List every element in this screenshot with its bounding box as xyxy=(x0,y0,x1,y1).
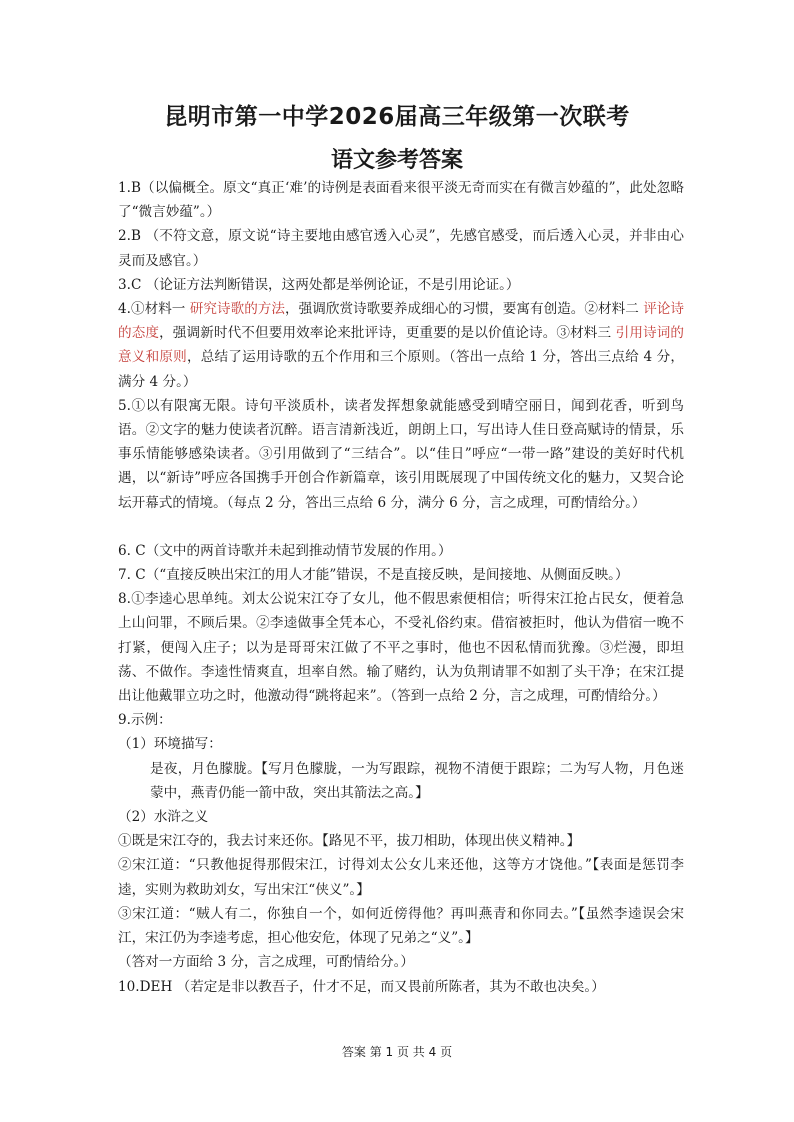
q9-item-2: ②宋江道：“只教他捉得那假宋江，讨得刘太公女儿来还他，这等方才饶他。”【表面是惩罚李逵，实则为救助刘女，写出宋江“侠义”。】 xyxy=(118,857,684,898)
q9-score-note: （答对一方面给 3 分，言之成理，可酌情给分。） xyxy=(118,954,414,971)
answer-q9-head: 9.示例： xyxy=(118,712,172,729)
q9-section-2-label: （2）水浒之义 xyxy=(118,809,209,826)
answer-q6: 6. C（文中的两首诗歌并未起到推动情节发展的作用。） xyxy=(118,542,452,559)
q9-item-3: ③宋江道：“贼人有二，你独自一个，如何近傍得他？再叫燕青和你同去。”【虽然李逵误会宋江，宋江仍为李逵考虑，担心他安危，体现了兄弟之“义”。】 xyxy=(118,905,684,947)
q9-item-1: ①既是宋江夺的，我去讨来还你。【路见不平，拔刀相助，体现出侠义精神。】 xyxy=(118,833,581,850)
q4-mid-2: ，强调新时代不但要用效率论来批评诗，更重要的是以价值论诗。③材料三 xyxy=(159,325,616,342)
answer-q10: 10.DEH （若定是非以教吾子，什才不足，而又畏前所陈者，其为不敢也决矣。） xyxy=(118,978,605,995)
answer-body xyxy=(118,176,684,999)
q4-prefix: 4.①材料一 xyxy=(118,301,190,318)
q4-highlight-1: 研究诗歌的方法 xyxy=(189,301,286,318)
answer-q3: 3.C （论证方法判断错误，这两处都是举例论证，不是引用论证。） xyxy=(118,276,520,293)
page-footer: 答案 第 1 页 共 4 页 xyxy=(341,1045,453,1059)
answer-q2: 2.B （不符文意，原文说“诗主要地由感官透入心灵”，先感官感受，而后透入心灵，并非由心灵而及感官。） xyxy=(118,228,684,269)
q9-section-1-label: （1）环境描写： xyxy=(118,736,222,753)
q4-suffix: ，总结了运用诗歌的五个作用和三个原则。（答出一点给 1 分，答出三点给 4 分，满分 4 分。） xyxy=(118,349,685,390)
answer-subtitle: 语文参考答案 xyxy=(330,148,463,173)
q4-highlight-3: 引用诗词的意义和原则 xyxy=(118,325,685,366)
q9-section-1-text: 是夜，月色朦胧。【写月色朦胧，一为写跟踪，视物不清便于跟踪；二为写人物，月色迷蒙中，燕青仍能一箭中敌，突出其箭法之高。】 xyxy=(150,760,684,801)
q4-mid-1: ，强调欣赏诗歌要养成细心的习惯，要寓有创造。②材料二 xyxy=(285,301,644,318)
answer-q5: 5.①以有限寓无限。诗句平淡质朴，读者发挥想象就能感受到晴空丽日，闻到花香，听到鸟语。②文字的魅力使读者沉醉。语言清新浅近，朗朗上口，写出诗人佳日登高赋诗的情景，乐事乐情能够感染读者。③引用做到了“三结合”。以“佳日”呼应“一带一路”建设的美好时代机遇，以“新诗”呼应各国携手开创合作新篇章，该引用既展现了中国传统文化的魅力，又契合论坛开幕式的情境。（每点 2 分，答出三点给 6 分，满分 6 分，言之成理，可酌情给分。） xyxy=(118,397,684,511)
answer-q8: 8.①李逵心思单纯。刘太公说宋江夺了女儿，他不假思索便相信；听得宋江抢占民女，便着急上山问罪，不顾后果。②李逵做事全凭本心，不受礼俗约束。借宿被拒时，他认为借宿一晚不打紧，便闯入庄子；以为是哥哥宋江做了不平之事时，他也不因私情而犹豫。③烂漫，即坦荡、不做作。李逵性情爽直，坦率自然。输了赌约，认为负荆请罪不如割了头干净；在宋江提出让他戴罪立功之时，他激动得“跳将起来”。（答到一点给 2 分，言之成理，可酌情给分。） xyxy=(118,591,684,705)
answer-q1: 1.B（以偏概全。原文“真正‘难’的诗例是表面看来很平淡无奇而实在有微言妙蕴的”，此处忽略了“微言妙蕴”。） xyxy=(118,180,684,221)
q4-highlight-2: 评论诗的态度 xyxy=(118,301,685,342)
answer-q4 xyxy=(118,297,684,394)
section-gap xyxy=(118,515,684,539)
answer-q7: 7. C（“直接反映出宋江的用人才能”错误，不是直接反映，是间接地、从侧面反映。） xyxy=(118,567,629,584)
exam-title: 昆明市第一中学2026届高三年级第一次联考 xyxy=(164,104,630,130)
